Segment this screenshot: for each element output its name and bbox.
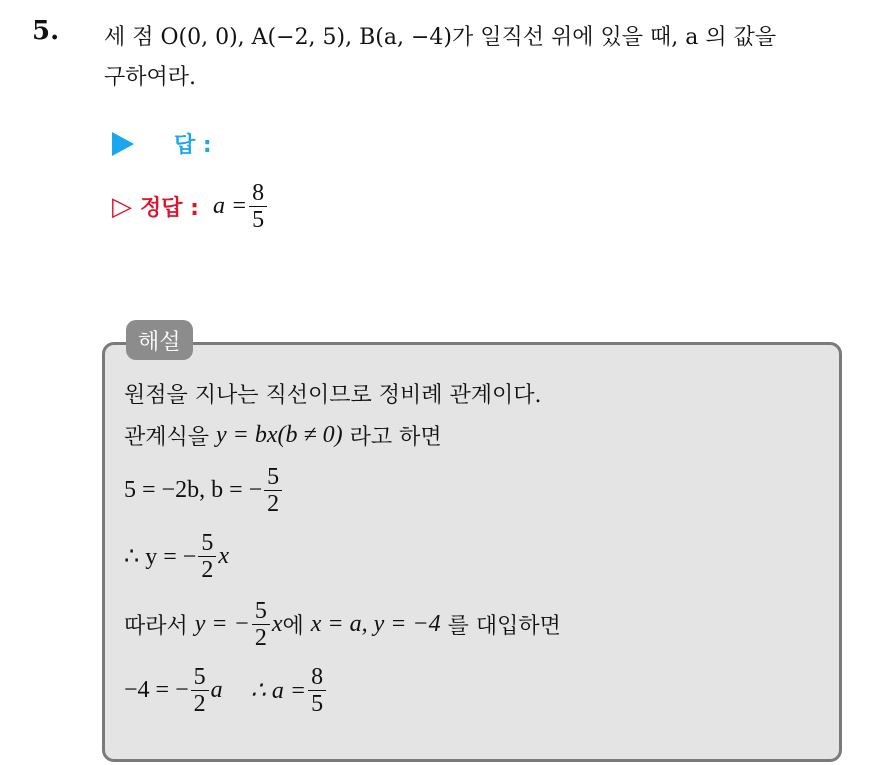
correct-answer-fraction	[249, 180, 267, 233]
problem-text	[104, 18, 874, 98]
play-triangle-icon	[112, 132, 134, 156]
solution-line-2-text: 관계식을	[124, 425, 210, 450]
problem-number: 5.	[32, 16, 60, 46]
solution-line-4	[124, 530, 229, 583]
solution-line-5-post: x	[271, 611, 283, 638]
fraction-denominator: 2	[254, 625, 267, 652]
solution-line-3-fraction	[264, 464, 282, 517]
solution-line-6-fraction-1	[191, 664, 209, 717]
solution-line-2-tail: 라고 하면	[349, 425, 442, 450]
fraction-numerator: 5	[254, 598, 267, 624]
solution-line-5-tail: 를 대입하면	[447, 614, 561, 640]
solution-line-6-post: a	[210, 677, 223, 704]
fraction-numerator: 5	[267, 464, 280, 490]
fraction-denominator: 2	[193, 691, 206, 718]
answer-blank-label: 답 :	[174, 133, 212, 158]
solution-line-5-fraction	[252, 598, 270, 651]
solution-line-5-math2: x = a, y = −4	[310, 611, 441, 638]
fraction-denominator: 5	[311, 691, 324, 718]
solution-line-4-post: x	[218, 543, 229, 570]
correct-answer-value	[213, 180, 269, 233]
solution-line-4-fraction	[198, 530, 216, 583]
solution-line-1: 원점을 지나는 직선이므로 정비례 관계이다.	[124, 383, 542, 408]
solution-line-2	[124, 420, 442, 451]
solution-tag: 해설	[126, 320, 193, 360]
correct-answer-label: 정답 :	[140, 196, 199, 222]
solution-line-6	[124, 664, 328, 717]
solution-line-5-pre: y = −	[194, 611, 250, 638]
fraction-numerator: 8	[252, 180, 265, 206]
solution-line-6-pre: −4 = −	[124, 677, 189, 704]
answer-blank-row	[112, 128, 212, 159]
problem-text-line-1: 세 점 O(0, 0), A(−2, 5), B(a, −4)가 일직선 위에 있을 때, a 의 값을	[104, 25, 777, 50]
solution-line-5-text: 따라서	[124, 614, 188, 640]
solution-line-2-math: y = bx(b ≠ 0)	[216, 422, 343, 448]
problem-text-line-2: 구하여라.	[104, 65, 197, 90]
fraction-numerator: 8	[311, 664, 324, 690]
solution-line-6-therefore: ∴ a =	[250, 678, 307, 705]
solution-line-4-pre: ∴ y = −	[124, 544, 197, 571]
fraction-numerator: 5	[201, 530, 214, 556]
fraction-denominator: 2	[267, 491, 280, 518]
outline-triangle-icon: ▷	[112, 191, 132, 222]
fraction-denominator: 2	[201, 557, 214, 584]
correct-answer-lhs: a =	[212, 193, 248, 220]
solution-line-6-fraction-2	[308, 664, 326, 717]
solution-line-3-math: 5 = −2b, b = −	[124, 477, 263, 504]
solution-line-3	[124, 464, 284, 517]
solution-line-5-mid: 에	[282, 614, 304, 640]
fraction-denominator: 5	[252, 207, 265, 234]
fraction-numerator: 5	[193, 664, 206, 690]
answer-correct-row	[112, 180, 269, 233]
solution-line-5	[124, 598, 561, 651]
